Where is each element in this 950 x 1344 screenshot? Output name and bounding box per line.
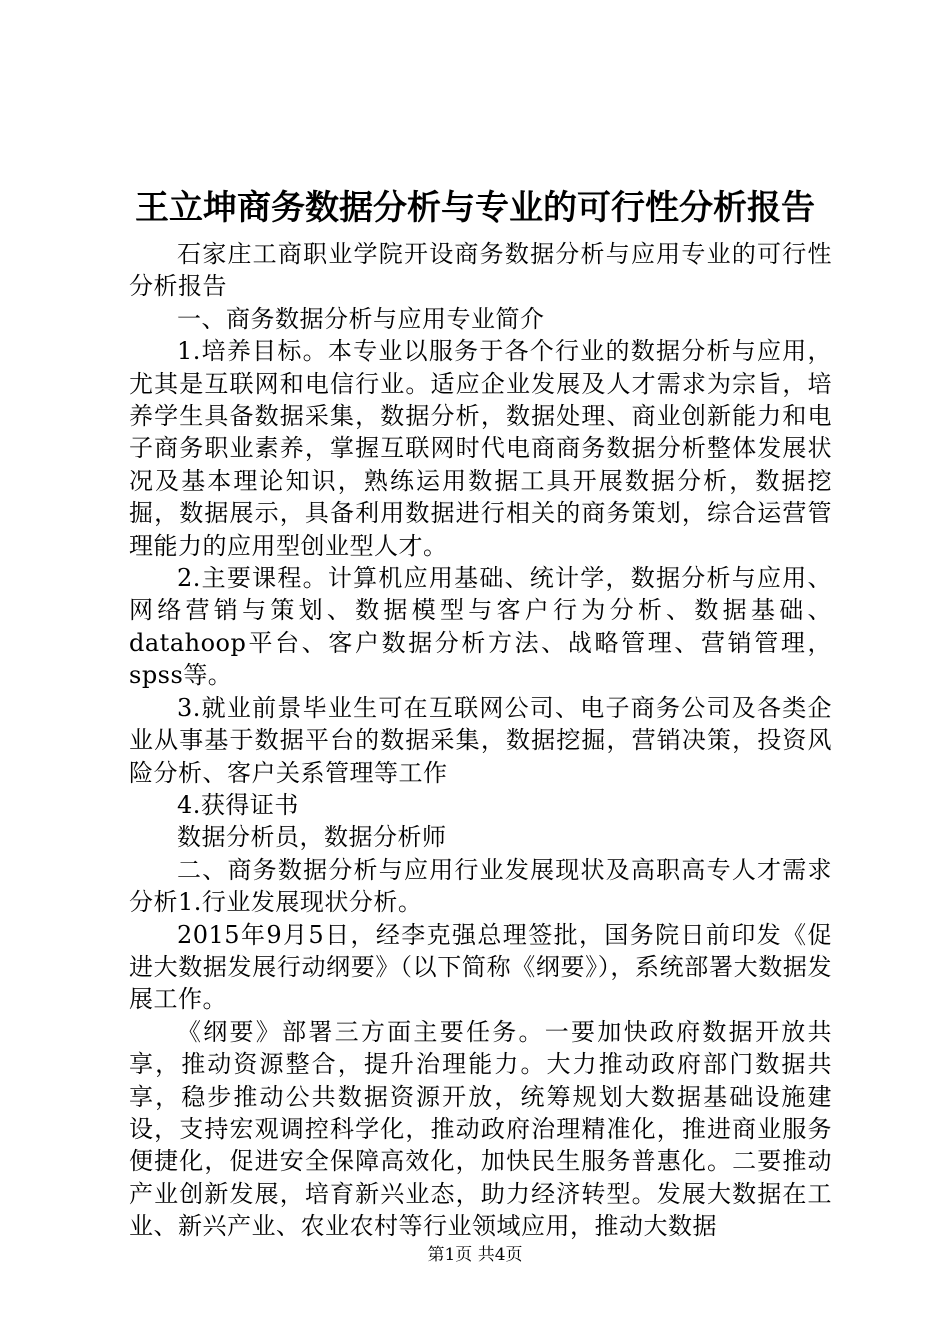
section-heading-1: 一、商务数据分析与应用专业简介: [177, 304, 545, 333]
paragraph-certificates-heading: 4.获得证书: [177, 790, 299, 819]
paragraph-training-goal: 1.培养目标。本专业以服务于各个行业的数据分析与应用，尤其是互联网和电信行业。适应企业发展及人才需求为宗旨，培养学生具备数据采集，数据分析，数据处理、商业创新能力和电子商务职业素养，掌握互联网时代电商商务数据分析整体发展状况及基本理论知识，熟练运用数据工具开展数据分析，数据挖掘，数据展示，具备利用数据进行相关的商务策划，综合运营管理能力的应用型创业型人才。: [129, 337, 832, 560]
page-footer: 第1页 共4页: [427, 1245, 523, 1265]
paragraph-policy-date: 2015年9月5日，经李克强总理签批，国务院日前印发《促进大数据发展行动纲要》（以下简称《纲要》），系统部署大数据发展工作。: [129, 920, 832, 1014]
paragraph-main-courses: 2.主要课程。计算机应用基础、统计学，数据分析与应用、网络营销与策划、数据模型与客户行为分析、数据基础、datahoop平台、客户数据分析方法、战略管理、营销管理，spss等。: [129, 564, 832, 690]
document-body: [129, 238, 832, 1243]
paragraph-subtitle: 石家庄工商职业学院开设商务数据分析与应用专业的可行性分析报告: [129, 240, 832, 301]
document-title: 王立坤商务数据分析与专业的可行性分析报告: [135, 188, 815, 228]
paragraph-certificates: 数据分析员，数据分析师: [177, 823, 447, 852]
paragraph-career-prospects: 3.就业前景毕业生可在互联网公司、电子商务公司及各类企业从事基于数据平台的数据采集，数据挖掘，营销决策，投资风险分析、客户关系管理等工作: [129, 693, 832, 787]
paragraph-outline-tasks: 《纲要》部署三方面主要任务。一要加快政府数据开放共享，推动资源整合，提升治理能力。大力推动政府部门数据共享，稳步推动公共数据资源开放，统筹规划大数据基础设施建设，支持宏观调控科学化，推动政府治理精准化，推进商业服务便捷化，促进安全保障高效化，加快民生服务普惠化。二要推动产业创新发展，培育新兴业态，助力经济转型。发展大数据在工业、新兴产业、农业农村等行业领域应用，推动大数据: [129, 1017, 832, 1241]
section-heading-2: 二、商务数据分析与应用行业发展现状及高职高专人才需求分析1.行业发展现状分析。: [129, 855, 832, 917]
